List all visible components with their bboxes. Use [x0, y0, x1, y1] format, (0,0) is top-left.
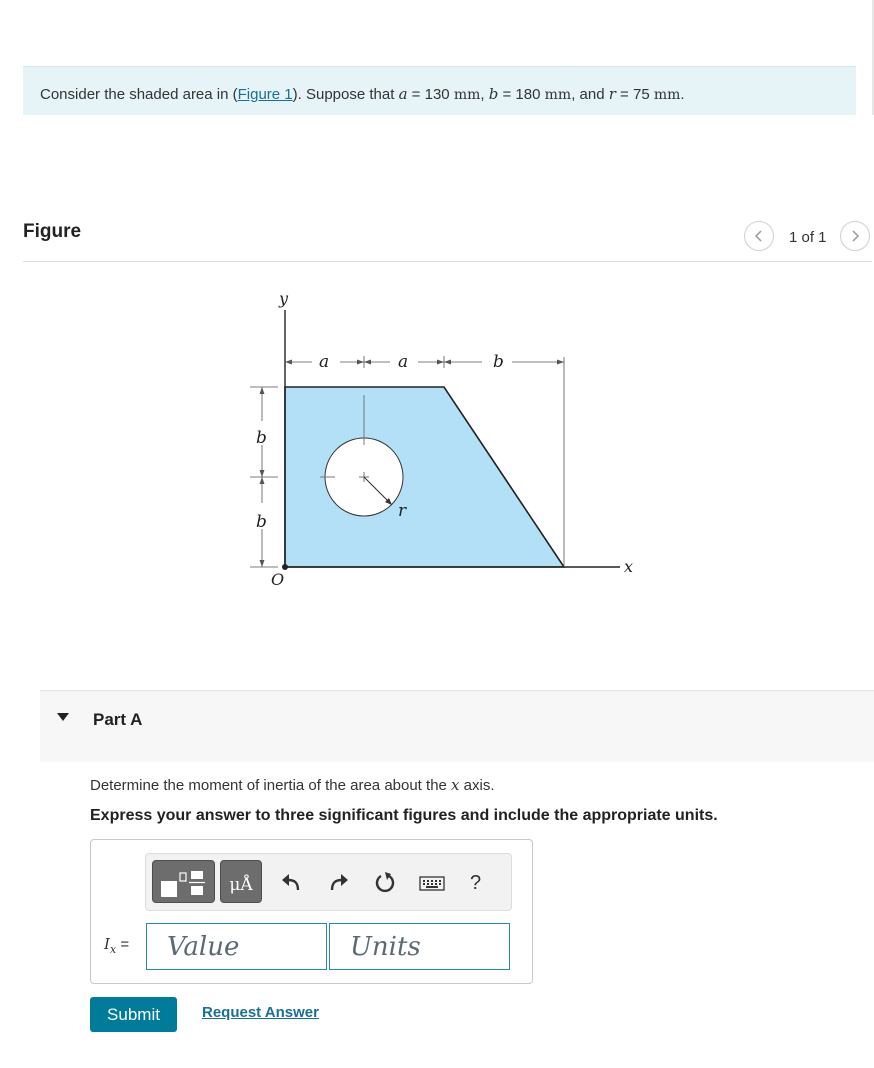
unit-a: mm: [453, 87, 481, 103]
figure-divider: [23, 261, 872, 262]
question-text: [90, 776, 495, 794]
label-a2: a: [398, 352, 409, 372]
problem-end: .: [680, 86, 685, 103]
redo-button[interactable]: [326, 870, 352, 896]
question-suffix: axis.: [459, 777, 495, 794]
label-a1: a: [319, 352, 330, 372]
undo-icon: [280, 872, 302, 894]
answer-label-sub: x: [109, 943, 117, 956]
collapse-caret-icon[interactable]: [57, 713, 69, 721]
part-a-header[interactable]: [40, 690, 874, 762]
label-b-left2: b: [256, 512, 267, 532]
problem-statement: [23, 66, 856, 115]
units-input[interactable]: Units: [329, 923, 510, 970]
keyboard-button[interactable]: [419, 870, 445, 896]
units-button[interactable]: μÅ: [220, 860, 262, 903]
unit-b: mm: [544, 87, 572, 103]
instruction-text: Express your answer to three significant figures and include the appropriate units.: [90, 807, 718, 824]
label-b-left1: b: [256, 428, 267, 448]
submit-button[interactable]: Submit: [90, 997, 177, 1032]
label-origin: O: [271, 570, 285, 589]
diagram-svg: [240, 285, 650, 595]
keyboard-icon: [419, 874, 445, 892]
var-a: a: [398, 85, 408, 103]
chevron-left-icon: [753, 230, 765, 242]
eq-a: = 130: [407, 86, 454, 103]
figure-heading: Figure: [23, 221, 82, 242]
var-r: r: [608, 85, 616, 103]
redo-icon: [328, 872, 350, 894]
question-prefix: Determine the moment of inertia of the area about the: [90, 777, 452, 794]
eq-b: = 180: [498, 86, 545, 103]
figure-counter: 1 of 1: [789, 229, 827, 246]
answer-label-var: I: [104, 935, 110, 953]
sep-2: , and: [571, 86, 609, 103]
templates-button[interactable]: [152, 860, 215, 903]
label-x: x: [624, 557, 634, 576]
problem-text-prefix: Consider the shaded area in (: [40, 86, 238, 103]
part-title: Part A: [93, 710, 143, 729]
label-r: r: [398, 501, 407, 521]
unit-r: mm: [653, 87, 681, 103]
undo-button[interactable]: [278, 870, 304, 896]
sep-1: ,: [480, 86, 489, 103]
chevron-right-icon: [849, 230, 861, 242]
eq-r: = 75: [615, 86, 654, 103]
templates-icon: [153, 861, 216, 904]
label-y: y: [279, 289, 289, 308]
problem-text-middle: ). Suppose that: [292, 86, 399, 103]
reset-button[interactable]: [372, 870, 398, 896]
value-input[interactable]: Value: [146, 923, 327, 970]
answer-label: [104, 935, 129, 956]
answer-label-eq: =: [116, 936, 130, 953]
next-figure-button[interactable]: [840, 221, 870, 251]
help-button[interactable]: ?: [470, 872, 482, 894]
question-var: x: [451, 776, 460, 794]
reset-icon: [373, 871, 397, 895]
label-b-top: b: [493, 352, 504, 372]
var-b: b: [488, 85, 499, 103]
figure-link[interactable]: Figure 1: [237, 86, 293, 103]
prev-figure-button[interactable]: [744, 221, 774, 251]
request-answer-link[interactable]: Request Answer: [202, 1004, 319, 1021]
figure-diagram: [240, 285, 650, 595]
